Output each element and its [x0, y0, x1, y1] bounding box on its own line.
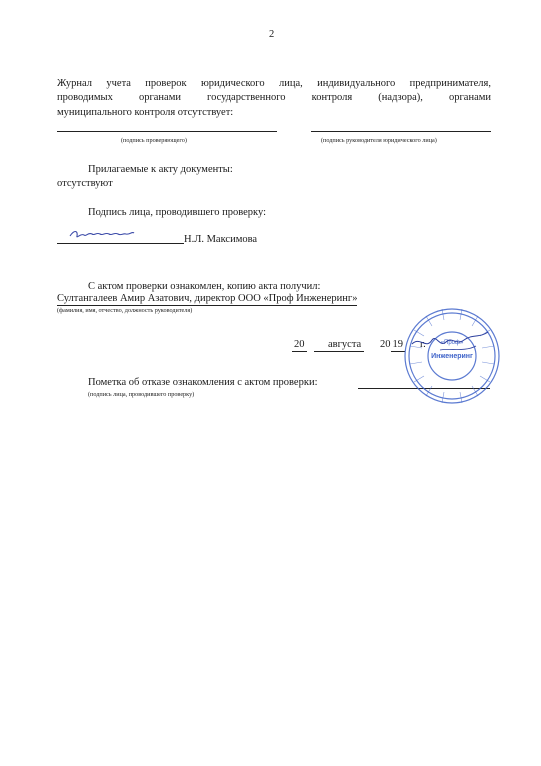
refusal-caption: (подпись лица, проводившего проверку)	[88, 391, 195, 398]
date-day-value: 20	[294, 339, 305, 350]
inspector-name-line	[57, 243, 184, 244]
date-day	[292, 338, 307, 352]
date-year-prefix: 20	[380, 339, 391, 350]
date-month-value: августа	[314, 338, 364, 352]
manager-handwritten-signature	[410, 330, 490, 361]
acquainted-person-text: Султангалеев Амир Азатович, директор ООО «Проф Инженеринг»	[57, 293, 358, 304]
journal-line-3: муниципального контроля отсутствует:	[57, 107, 234, 118]
stamp-text: Инженеринг	[431, 353, 473, 360]
manager-signature-caption: (подпись руководителя юридического лица)	[321, 137, 437, 144]
attachments-value: отсутствуют	[57, 178, 113, 189]
inspector-signature-heading: Подпись лица, проводившего проверку:	[88, 207, 267, 218]
stamp-text-top: «Проф»	[440, 340, 464, 346]
attachments-heading: Прилагаемые к акту документы:	[88, 164, 233, 175]
inspector-signature-line	[57, 131, 277, 132]
acquainted-heading: С актом проверки ознакомлен, копию акта получил:	[88, 281, 321, 292]
date-suffix: г.	[420, 339, 426, 350]
date-month	[314, 338, 364, 352]
inspector-name: Н.Л. Максимова	[184, 234, 258, 245]
date-year-value: 19	[392, 339, 403, 350]
acquainted-person	[57, 292, 357, 306]
inspector-signature-caption: (подпись проверяющего)	[121, 137, 187, 144]
manager-signature-line	[311, 131, 491, 132]
journal-line-1: Журнал учета проверок юридического лица, индивидуального предпринимателя,	[57, 78, 491, 89]
refusal-heading: Пометка об отказе ознакомления с актом проверки:	[88, 377, 318, 388]
acquainted-caption: (фамилия, имя, отчество, должность руководителя)	[57, 307, 193, 314]
page-number: 2	[269, 29, 275, 40]
journal-line-2: проводимых органами государственного контроля (надзора), органами	[57, 92, 491, 103]
